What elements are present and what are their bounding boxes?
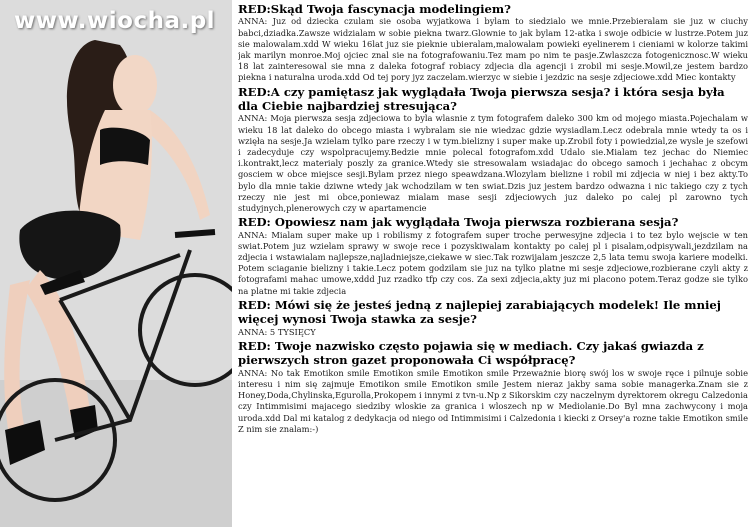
answer-1: ANNA: Juz od dziecka czulam sie osoba wyjatkowa i bylam to siedzialo we mnie.Przebieralam sie juz w ciuchy babci,dziadka.Zawsze widzialam w sobie piekna twarz.Glownie to jak bylam 12-atka i swoje odbicie w lustrze.Potem juz sie malowalam.xdd W wieku 16lat juz sie pieknie ubieralam,malowalam powieki eyelinerem i cieniami w kolorze takimi jak marilyn monroe.Moj ojciec znal sie na fotografowaniu.Tez mam po nim te pasje.Zwlaszcza fotogenicznosc.W wieku 18 lat zainteresowal sie mna z daleka fotograf robiacy zdjecia dla agencji i zrobil mi sesje.Mowil,ze jestem bardzo piekna i naturalna uroda.xdd Od tej pory jyz zaczelam.wierzyc w siebie i jezdzic na sesje zdjeciowe.xdd Miec kontakty <box>238 16 748 83</box>
answer-2: ANNA: Moja pierwsza sesja zdjeciowa to byla wlasnie z tym fotografem daleko 300 km od mojego miasta.Pojechalam w wieku 18 lat daleko do obcego miasta i wybralam sie nie wiedzac gdzie wysiadlam.Lecz odebrala mnie wtedy ta os i wzięła na sesje.Ja wzielam tylko pare rzeczy i w tym.bielizny i super make up.Zrobil foty i powiedzial,ze wysle je szefowi i zadecyduje czy wspolpracujemy.Bedzie mnie polecal fotografom.xdd Udalo sie.Mialam tez jechac do Niemiec i.kontrakt,lecz materialy poszly za granice.Wtedy sie stresowalam wsiadajac do obcego samoch i jechahac z obcym gosciem w obce miejsce sesji.Bylam przez niego speawdzana.Wlozylam bielizne i robil mi zdjecia w niej i bez akty.To bylo dla mnie takie dziwne wtedy jak wchodzilam w ten swiat.Dzis juz jestem bardzo odwazna i nic takiego czy z tych rzeczy nie jest mi obce,poniewaz mialam mase sesji zdjeciowych juz daleko po calej pl zarowno tych studyjnych,plenerowych czy w apartamencie <box>238 113 748 214</box>
question-4: RED: Mówi się że jesteś jedną z najlepiej zarabiających modelek! Ile mniej więcej wynosi Twoja stawka za sesje? <box>238 297 721 327</box>
question-3: RED: Opowiesz nam jak wyglądała Twoja pierwsza rozbierana sesja? <box>238 215 679 230</box>
question-2: RED:A czy pamiętasz jak wyglądała Twoja pierwsza sesja? i która sesja była dla Ciebie najbardziej stresująca? <box>238 84 725 114</box>
photo-panel <box>0 0 232 527</box>
question-5: RED: Twoje nazwisko często pojawia się w mediach. Czy jakaś gwiazda z pierwszych stron gazet proponowała Ci współpracę? <box>238 338 704 368</box>
interview-text-panel <box>238 2 748 525</box>
answer-5: ANNA: No tak Emotikon smile Emotikon smile Emotikon smile Przeważnie biorę swój los w swoje ręce i pilnuje sobie interesu i nim się zajmuje Emotikon smile Emotikon smile Jestem nieraz jakby sama sobie managerka.Znam sie z Honey,Doda,Chylinska,Egurolla,Prokopem i innymi z tvn-u.Np z Sikorskim czy naczelnym dyrektorem okregu Calzedonia czy Intimmisimi majacego siedziby wloskie za granica i wloszech np w Mediolanie.Do Byl mna zachwycony i moja uroda.xdd Dal mi katalog z dedykacja od niego od Intimmisimi i Calzedonia i kiecki z Orsey'a rozne takie Emotikon smile Z nim sie znalam:-) <box>238 367 748 434</box>
model-on-bicycle-photo <box>0 0 232 527</box>
answer-4: ANNA: 5 TYSIĘCY <box>238 326 316 337</box>
question-1: RED:Skąd Twoja fascynacja modelingiem? <box>238 2 511 16</box>
answer-3: ANNA: Mialam super make up i robilismy z fotografem super troche perwesyjne zdjecia i to tez bylo wejscie w ten swiat.Potem juz wzielam sprawy w swoje rece i pozyskiwalam kontakty po calej pl i pisalam,odpisywali,jezdzilam na zdjecia i wstawialam najlepsze,najladniejsze,ciekawe w siec.Tak rozwijalam jeszcze 2,5 lata temu swoja kariere modelki. Potem sciaganie bielizny i takie.Lecz potem godzilam sie juz na tylko platne mi sesje zdjeciowe,rozbierane czyli akty z fotografami mahac umowe,xddd Juz rzadko tfp czy cos. Za sexi zdjecia,akty juz mi placono potem.Teraz godze sie tylko na platne mi takie zdjecia <box>238 229 748 296</box>
watermark-logo: www.wiocha.pl <box>14 8 216 34</box>
